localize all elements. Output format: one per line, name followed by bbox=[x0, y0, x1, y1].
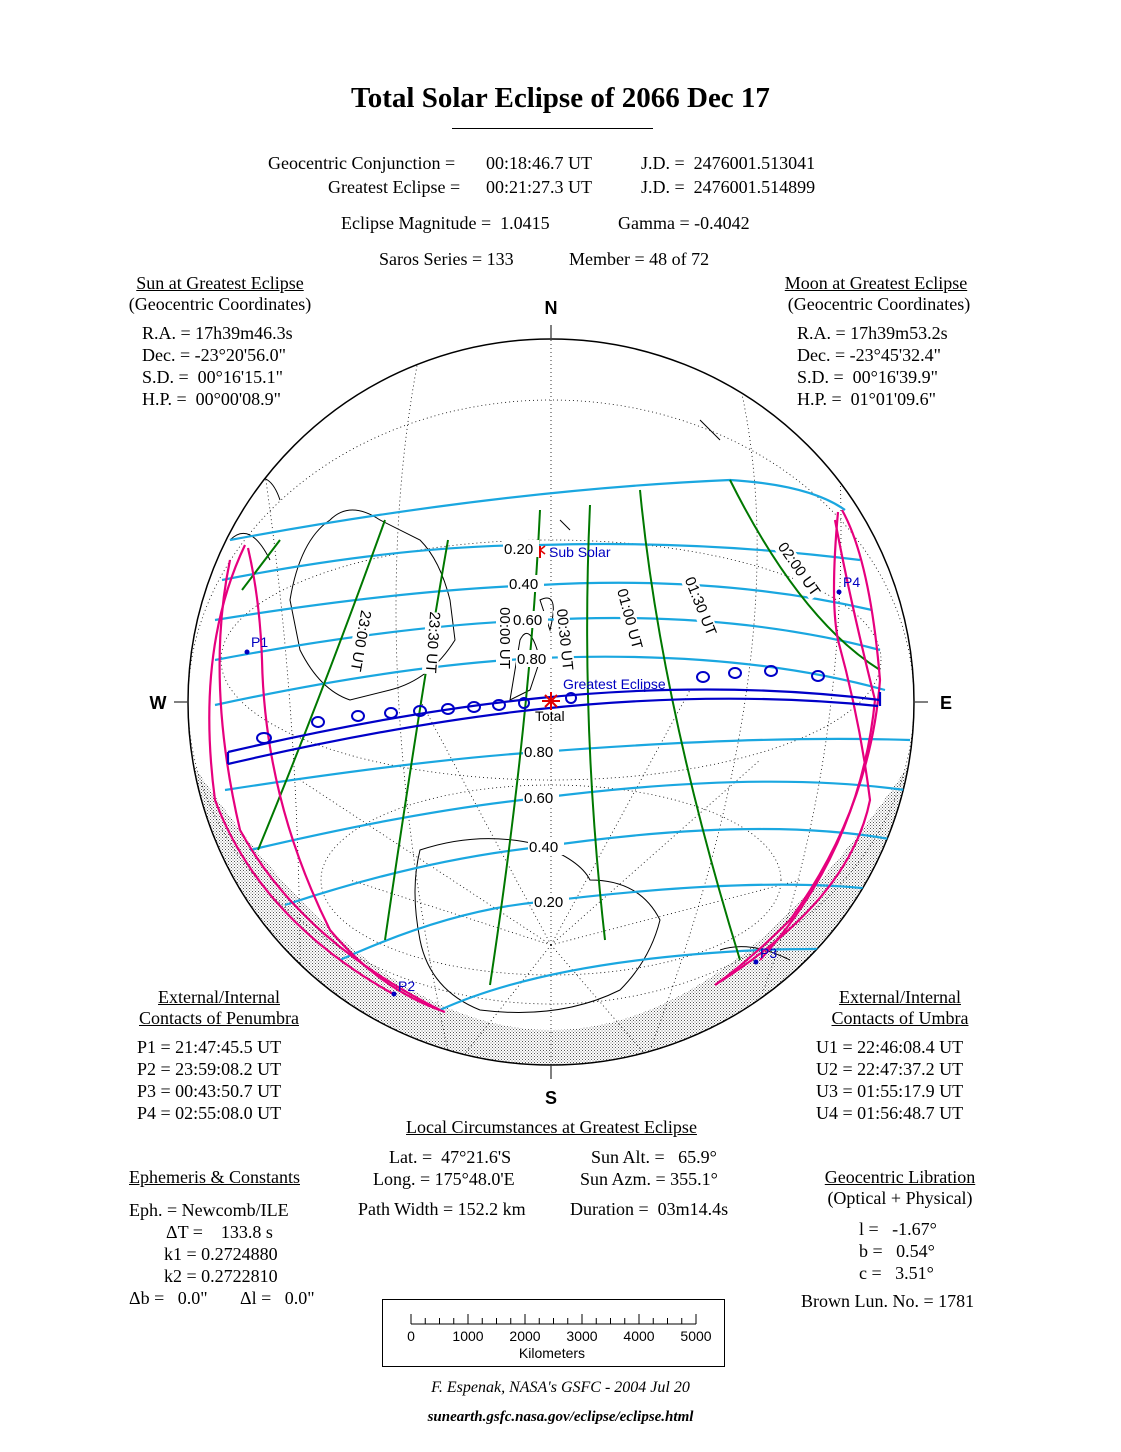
sun-heading: Sun at Greatest Eclipse bbox=[136, 273, 304, 293]
scale-bar bbox=[382, 1299, 725, 1367]
conjunction-label: Geocentric Conjunction = bbox=[268, 153, 456, 173]
scale-tick-2000: 2000 bbox=[509, 1328, 541, 1344]
contact-point-p1 bbox=[245, 650, 250, 655]
local-heading: Local Circumstances at Greatest Eclipse bbox=[406, 1117, 697, 1137]
ephemeris-delta-t: ΔT = 133.8 s bbox=[166, 1222, 273, 1242]
local-path-width: Path Width = 152.2 km bbox=[358, 1199, 526, 1219]
penumbra-values bbox=[137, 1036, 281, 1124]
umbra-heading-2: Contacts of Umbra bbox=[831, 1008, 969, 1028]
mag-label-n-020: 0.20 bbox=[504, 541, 534, 558]
penumbra-block bbox=[110, 987, 328, 1029]
local-sun-azm: Sun Azm. = 355.1° bbox=[580, 1169, 718, 1189]
umbra-block bbox=[790, 987, 1010, 1029]
page-title: Total Solar Eclipse of 2066 Dec 17 bbox=[351, 82, 770, 114]
local-lat: Lat. = 47°21.6'S bbox=[389, 1147, 512, 1167]
time-label-0000: 00:00 UT bbox=[496, 607, 513, 669]
libration-b: b = 0.54° bbox=[859, 1241, 935, 1261]
contact-u3: U3 = 01:55:17.9 UT bbox=[816, 1081, 964, 1101]
contact-u1: U1 = 22:46:08.4 UT bbox=[816, 1037, 964, 1057]
greatest-jd: J.D. = 2476001.514899 bbox=[641, 177, 816, 197]
contact-point-p2 bbox=[392, 992, 397, 997]
magnitude-labels bbox=[503, 540, 569, 911]
mag-label-s-040: 0.40 bbox=[529, 839, 559, 856]
eclipse-magnitude: Eclipse Magnitude = 1.0415 bbox=[341, 213, 550, 233]
ephemeris-eph: Eph. = Newcomb/ILE bbox=[129, 1200, 289, 1220]
contact-u2: U2 = 22:47:37.2 UT bbox=[816, 1059, 964, 1079]
local-sun-alt: Sun Alt. = 65.9° bbox=[591, 1147, 717, 1167]
contact-label-p2: P2 bbox=[398, 978, 416, 994]
local-duration: Duration = 03m14.4s bbox=[570, 1199, 729, 1219]
conjunction-time: 00:18:46.7 UT bbox=[486, 153, 592, 173]
mag-label-s-060: 0.60 bbox=[524, 790, 554, 807]
brown-lunation: Brown Lun. No. = 1781 bbox=[801, 1291, 975, 1311]
time-label-2330: 23:30 UT bbox=[421, 610, 444, 674]
moon-hp: H.P. = 01°01'09.6" bbox=[797, 389, 936, 409]
credits-url: sunearth.gsfc.nasa.gov/eclipse/eclipse.html bbox=[427, 1409, 694, 1425]
contact-p1: P1 = 21:47:45.5 UT bbox=[137, 1037, 282, 1057]
compass-e: E bbox=[939, 693, 953, 713]
libration-heading: Geocentric Libration bbox=[824, 1167, 976, 1187]
contact-point-p3 bbox=[754, 960, 759, 965]
moon-subheading: (Geocentric Coordinates) bbox=[787, 294, 971, 314]
greatest-eclipse-label: Greatest Eclipse bbox=[563, 676, 666, 692]
sun-hp: H.P. = 00°00'08.9" bbox=[142, 389, 281, 409]
greatest-label: Greatest Eclipse = bbox=[328, 177, 461, 197]
libration-subheading: (Optical + Physical) bbox=[827, 1188, 973, 1208]
ephemeris-k1: k1 = 0.2724880 bbox=[164, 1244, 278, 1264]
scale-unit: Kilometers bbox=[518, 1345, 586, 1361]
moon-sd: S.D. = 00°16'39.9" bbox=[797, 367, 938, 387]
sun-ra: R.A. = 17h39m46.3s bbox=[142, 323, 293, 343]
contact-p3: P3 = 00:43:50.7 UT bbox=[137, 1081, 282, 1101]
mag-label-n-080: 0.80 bbox=[517, 651, 547, 668]
ephemeris-delta-b: Δb = 0.0" bbox=[129, 1288, 208, 1308]
time-label-0200: 02:00 UT bbox=[774, 539, 824, 600]
sun-sd: S.D. = 00°16'15.1" bbox=[142, 367, 283, 387]
scale-tick-1000: 1000 bbox=[452, 1328, 484, 1344]
mag-label-n-060: 0.60 bbox=[513, 612, 543, 629]
gamma: Gamma = -0.4042 bbox=[618, 213, 750, 233]
scale-tick-4000: 4000 bbox=[623, 1328, 655, 1344]
saros-series: Saros Series = 133 bbox=[379, 249, 514, 269]
time-label-0100: 01:00 UT bbox=[613, 586, 646, 651]
umbral-ovals bbox=[257, 666, 824, 743]
umbra-values bbox=[816, 1036, 963, 1124]
ephemeris-delta-l: Δl = 0.0" bbox=[240, 1288, 315, 1308]
conjunction-jd: J.D. = 2476001.513041 bbox=[641, 153, 816, 173]
compass-s: S bbox=[544, 1088, 558, 1108]
scale-tick-5000: 5000 bbox=[680, 1328, 712, 1344]
moon-heading: Moon at Greatest Eclipse bbox=[784, 273, 968, 293]
scale-tick-3000: 3000 bbox=[566, 1328, 598, 1344]
moon-ra: R.A. = 17h39m53.2s bbox=[797, 323, 948, 343]
libration-l: l = -1.67° bbox=[859, 1219, 937, 1239]
sun-dec: Dec. = -23°20'56.0" bbox=[142, 345, 286, 365]
sub-solar-label: Sub Solar bbox=[549, 544, 611, 560]
contact-label-p1: P1 bbox=[251, 634, 269, 650]
mag-label-s-080: 0.80 bbox=[524, 744, 554, 761]
mag-label-n-040: 0.40 bbox=[509, 576, 539, 593]
time-label-0130: 01:30 UT bbox=[680, 574, 720, 639]
contact-point-p4 bbox=[837, 590, 842, 595]
time-label-2300: 23:00 UT bbox=[346, 608, 375, 673]
contact-u4: U4 = 01:56:48.7 UT bbox=[816, 1103, 964, 1123]
compass-n: N bbox=[544, 298, 558, 318]
libration-c: c = 3.51° bbox=[859, 1263, 934, 1283]
contact-p2: P2 = 23:59:08.2 UT bbox=[137, 1059, 282, 1079]
saros-member: Member = 48 of 72 bbox=[569, 249, 710, 269]
contact-label-p4: P4 bbox=[843, 574, 861, 590]
scale-ticks bbox=[411, 1314, 696, 1324]
mag-label-s-020: 0.20 bbox=[534, 894, 564, 911]
penumbra-heading-1: External/Internal bbox=[158, 987, 280, 1007]
local-long: Long. = 175°48.0'E bbox=[373, 1169, 515, 1189]
contact-label-p3: P3 bbox=[760, 945, 778, 961]
contact-p4: P4 = 02:55:08.0 UT bbox=[137, 1103, 282, 1123]
moon-dec: Dec. = -23°45'32.4" bbox=[797, 345, 941, 365]
penumbra-heading-2: Contacts of Penumbra bbox=[139, 1008, 299, 1028]
sub-solar-marker bbox=[540, 546, 545, 558]
ephemeris-heading: Ephemeris & Constants bbox=[129, 1167, 300, 1187]
ephemeris-k2: k2 = 0.2722810 bbox=[164, 1266, 278, 1286]
umbra-heading-1: External/Internal bbox=[839, 987, 961, 1007]
scale-tick-0: 0 bbox=[407, 1328, 415, 1344]
libration-block bbox=[790, 1167, 1010, 1209]
sun-subheading: (Geocentric Coordinates) bbox=[128, 294, 312, 314]
time-label-0030: 00:30 UT bbox=[552, 607, 577, 672]
total-label: Total bbox=[535, 708, 565, 724]
compass-w: W bbox=[149, 693, 167, 713]
credits-author: F. Espenak, NASA's GSFC - 2004 Jul 20 bbox=[431, 1379, 690, 1396]
greatest-time: 00:21:27.3 UT bbox=[486, 177, 592, 197]
